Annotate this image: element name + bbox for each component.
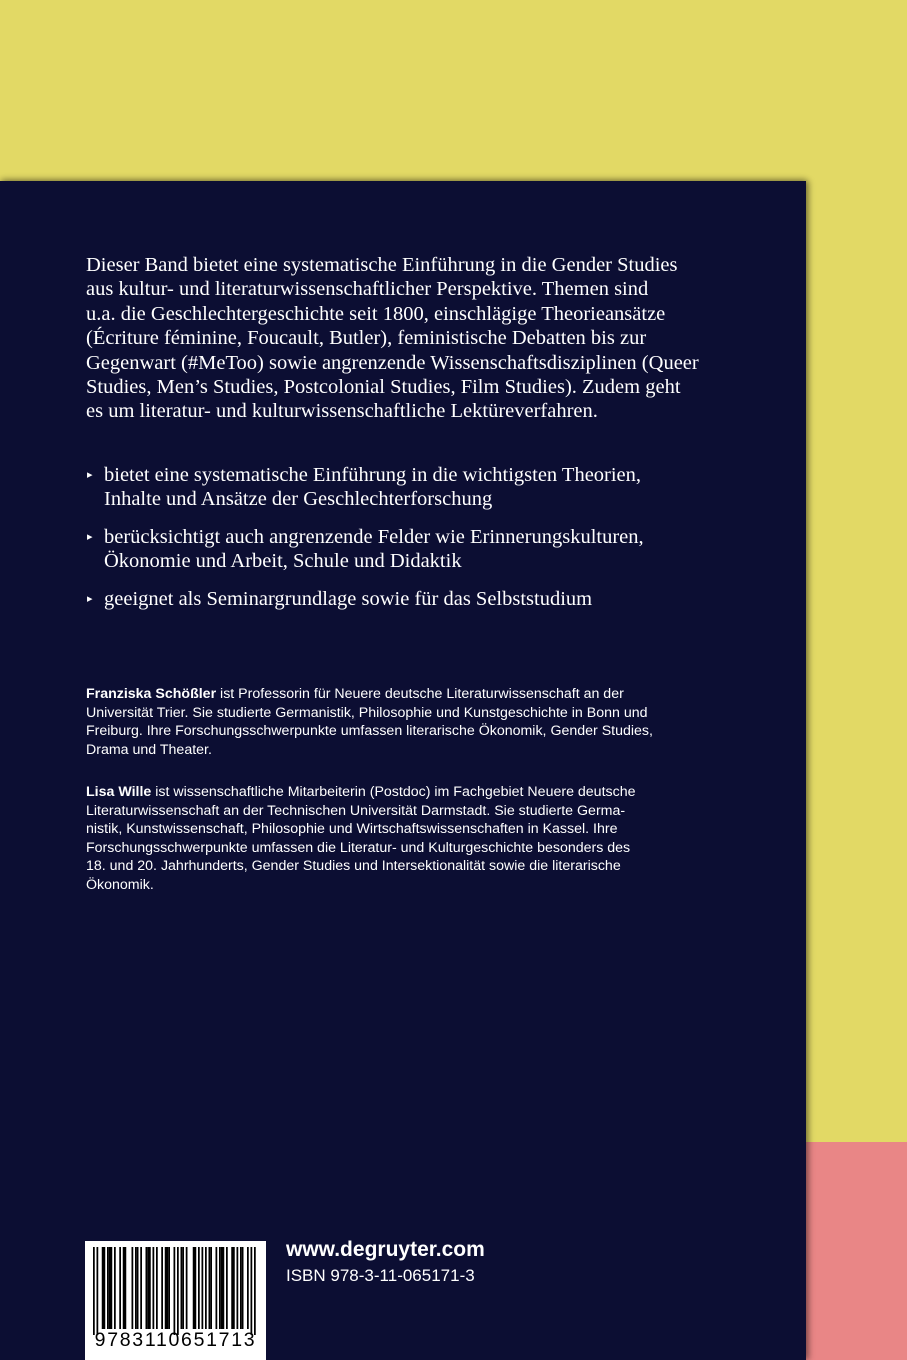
barcode-bar [114, 1247, 116, 1329]
bio-line: Drama und Theater. [86, 741, 212, 758]
feature-text: geeignet als Seminargrundlage sowie für das Selbststudium [104, 587, 593, 610]
barcode-bar [174, 1247, 176, 1335]
barcode-bar [119, 1247, 121, 1329]
barcode-bar [219, 1247, 221, 1329]
barcode-bar [104, 1247, 106, 1329]
barcode-bar [186, 1247, 188, 1329]
barcode-bar [97, 1247, 99, 1335]
description-line: Gegenwart (#MeToo) sowie angrenzende Wissenschaftsdisziplinen (Queer [86, 351, 699, 374]
barcode-bar [167, 1247, 169, 1329]
feature-item [86, 587, 746, 611]
barcode-bar [216, 1247, 218, 1329]
bio-line: ist Professorin für Neuere deutsche Literaturwissenschaft an der [216, 686, 624, 702]
barcode-bar [147, 1247, 149, 1329]
description-line: es um literatur- und kulturwissenschaftliche Lektüreverfahren. [86, 400, 598, 423]
barcode-bar [205, 1247, 207, 1329]
barcode-bar [182, 1247, 184, 1329]
barcode-bar [153, 1247, 155, 1329]
barcode-bar [107, 1247, 109, 1329]
description-line: Studies, Men’s Studies, Postcolonial Studies, Film Studies). Zudem geht [86, 376, 681, 399]
barcode-bar [146, 1247, 148, 1329]
barcode-bar [111, 1247, 113, 1329]
barcode-bar [223, 1247, 225, 1329]
barcode-bar [140, 1247, 142, 1329]
barcode-bar [161, 1247, 163, 1329]
barcode-bar [210, 1247, 212, 1329]
barcode-bar [165, 1247, 167, 1329]
bio-line: Literaturwissenschaft an der Technischen Universität Darmstadt. Sie studierte Germa- [86, 802, 626, 819]
barcode-bar [177, 1247, 179, 1335]
feature-text: Ökonomie und Arbeit, Schule und Didaktik [104, 550, 462, 573]
description-line: aus kultur- und literaturwissenschaftlicher Perspektive. Themen sind [86, 278, 649, 301]
barcode-bar [135, 1247, 137, 1329]
feature-list [86, 463, 746, 624]
barcode-bar [195, 1247, 197, 1329]
bio-line: Forschungsschwerpunkte umfassen die Literatur- und Kulturgeschichte besonders des [86, 839, 631, 856]
bio-line: Universität Trier. Sie studierte Germanistik, Philosophie und Kunstgeschichte in Bonn und [86, 704, 648, 721]
barcode-bar [221, 1247, 223, 1329]
barcode-bar [237, 1247, 239, 1329]
feature-text: berücksichtigt auch angrenzende Felder wie Erinnerungskulturen, [104, 525, 644, 548]
bio-line: Freiburg. Ihre Forschungsschwerpunkte umfassen literarische Ökonomik, Gender Studies, [86, 723, 653, 740]
bio-line: nistik, Kunstwissenschaft, Philosophie und Wirtschaftswissenschaften in Kassel. Ihre [86, 821, 618, 838]
barcode-bar [254, 1247, 256, 1335]
barcode-bar [193, 1247, 195, 1329]
barcode-bar [149, 1247, 151, 1329]
barcode-bar [168, 1247, 170, 1329]
bio-line: 18. und 20. Jahrhunderts, Gender Studies und Intersektionalität sowie die literarische [86, 858, 621, 875]
author-bio-schoessler [86, 685, 736, 759]
barcode-bar [233, 1247, 235, 1329]
author-name: Lisa Wille [86, 784, 152, 800]
feature-item [86, 463, 746, 512]
barcode-number: 9783110651713 [94, 1329, 257, 1351]
author-bio-wille [86, 783, 736, 895]
bio-line: ist wissenschaftliche Mitarbeiterin (Postdoc) im Fachgebiet Neuere deutsche [151, 784, 636, 800]
barcode-bar [242, 1247, 244, 1329]
triangle-bullet-icon: ▸ [87, 592, 93, 605]
barcode-bar [109, 1247, 111, 1329]
description-line: (Écriture féminine, Foucault, Butler), feministische Debatten bis zur [86, 327, 647, 350]
publisher-website[interactable]: www.degruyter.com [286, 1238, 485, 1261]
book-description [86, 253, 746, 424]
triangle-bullet-icon: ▸ [87, 530, 93, 543]
barcode-bar [240, 1247, 242, 1329]
feature-text: Inhalte und Ansätze der Geschlechterforschung [104, 488, 493, 511]
barcode-bar [102, 1247, 104, 1329]
barcode-bar [137, 1247, 139, 1329]
author-name: Franziska Schößler [86, 686, 217, 702]
triangle-bullet-icon: ▸ [87, 469, 93, 481]
barcode-bar [247, 1247, 249, 1329]
barcode-bar [231, 1247, 233, 1329]
isbn-text: ISBN 978-3-11-065171-3 [286, 1266, 475, 1285]
feature-item [86, 525, 746, 574]
pink-color-block [806, 1142, 907, 1360]
description-line: u.a. die Geschlechtergeschichte seit 1800, einschlägige Theorieansätze [86, 302, 666, 325]
barcode-bar [226, 1247, 228, 1329]
barcode-bar [202, 1247, 204, 1329]
description-line: Dieser Band bietet eine systematische Einführung in die Gender Studies [86, 254, 678, 276]
barcode-bar [156, 1247, 158, 1329]
bio-line: Ökonomik. [86, 876, 154, 893]
barcode-bar [198, 1247, 200, 1329]
barcode-bar [123, 1247, 125, 1329]
isbn-barcode [85, 1241, 266, 1360]
barcode-bar [181, 1247, 183, 1329]
feature-text: bietet eine systematische Einführung in die wichtigsten Theorien, [104, 464, 642, 486]
barcode-bar [209, 1247, 211, 1329]
barcode-bar [251, 1247, 253, 1335]
barcode-bar [125, 1247, 127, 1329]
barcode-bar [93, 1247, 95, 1335]
barcode-bar [132, 1247, 134, 1329]
